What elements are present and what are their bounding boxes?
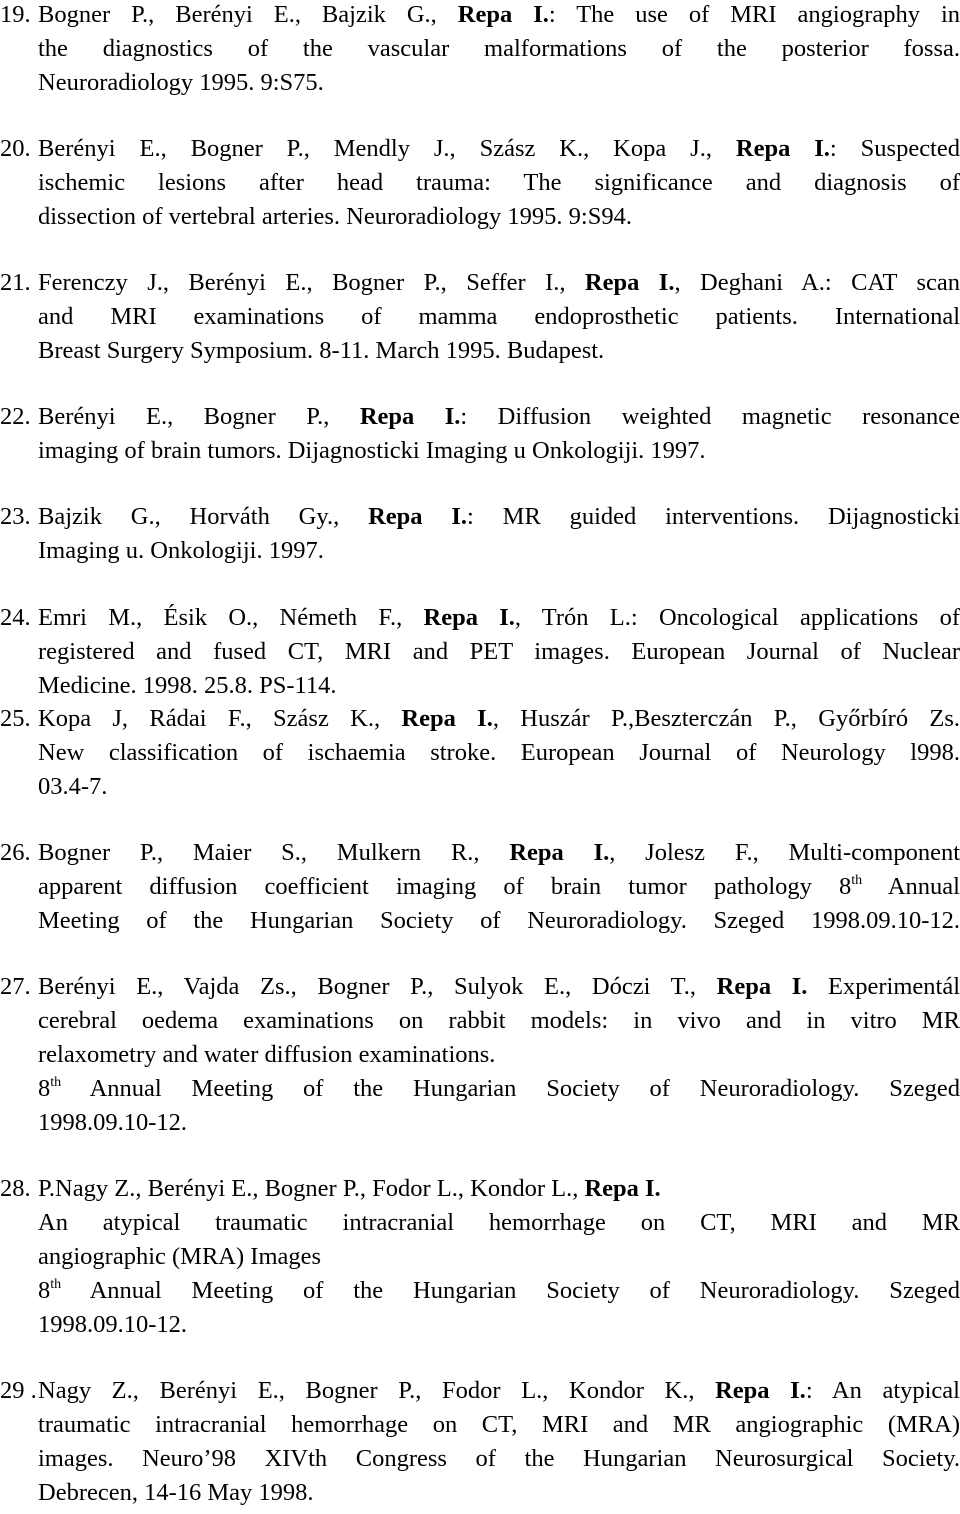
text-run: Breast Surgery Symposium. 8-11. March 1995. Budapest. [38,337,605,364]
reference-text [38,66,960,100]
reference-entry [0,970,960,1140]
reference-line [0,66,960,100]
text-run: Bogner P., Berényi E., Bajzik G., [38,1,458,28]
text-run: 1998.09.10-12. [38,1109,188,1136]
reference-line [0,266,960,300]
reference-line [0,334,960,368]
text-run: , Jolesz F., Multi-component [609,839,960,866]
text-run: An atypical traumatic intracranial hemorrhage on CT, MRI and MR [38,1209,960,1236]
text-run: the diagnostics of the vascular malformations of the posterior fossa. [38,35,960,62]
reference-number: 21. [0,269,31,296]
text-run: 8 [38,1277,51,1304]
text-run: Berényi E., Bogner P., Mendly J., Szász K., Kopa J., [38,135,736,162]
reference-text [38,736,960,770]
text-run: images. Neuro’98 XIVth Congress of the Hungarian Neurosurgical Society. [38,1445,960,1472]
author-highlight: Repa I. [359,403,461,430]
reference-text [38,1274,960,1308]
text-run: Experimentál [807,973,960,1000]
reference-text [38,500,960,534]
text-run: Medicine. 1998. 25.8. PS-114. [38,672,337,699]
text-run: ischemic lesions after head trauma: The significance and diagnosis of [38,169,960,196]
text-run: , Trón L.: Oncological applications of [514,604,960,631]
text-run: traumatic intracranial hemorrhage on CT, MRI and MR angiographic (MRA) [38,1411,960,1438]
reference-text [38,32,960,66]
reference-text [38,904,960,938]
reference-number: 20. [0,135,31,162]
reference-line [0,200,960,234]
text-run: : The use of MRI angiography in [548,1,960,28]
text-run: relaxometry and water diffusion examinations. [38,1041,496,1068]
reference-line [0,635,960,669]
reference-text [38,1106,960,1140]
superscript: th [50,1277,62,1292]
reference-line [0,534,960,568]
text-run: dissection of vertebral arteries. Neuroradiology 1995. 9:S94. [38,203,632,230]
author-highlight: Repa I. [715,1377,806,1404]
author-highlight: Repa I. [716,973,808,1000]
superscript: th [851,873,863,888]
reference-number: 26. [0,839,31,866]
text-run: Neuroradiology 1995. 9:S75. [38,69,324,96]
text-run: : MR guided interventions. Dijagnosticki [467,503,960,530]
text-run: registered and fused CT, MRI and PET images. European Journal of Nuclear [38,638,960,665]
text-run: : Suspected [829,135,960,162]
reference-number: 19. [0,1,31,28]
text-run: Bogner P., Maier S., Mulkern R., [38,839,510,866]
reference-text [38,132,960,166]
reference-text [38,166,960,200]
reference-text [38,1004,960,1038]
text-run: Debrecen, 14-16 May 1998. [38,1479,314,1506]
text-run: Emri M., Ésik O., Németh F., [38,604,424,631]
reference-text [38,334,960,368]
reference-text [38,1308,960,1342]
reference-text [38,434,960,468]
reference-line [0,1106,960,1140]
reference-line [0,1374,960,1408]
reference-line [0,1274,960,1308]
reference-number: 27. [0,973,31,1000]
text-run: Annual Meeting of the Hungarian Society of Neuroradiology. Szeged [61,1277,960,1304]
reference-text [38,1374,960,1408]
text-run: Nagy Z., Berényi E., Bogner P., Fodor L., Kondor K., [38,1377,716,1404]
reference-text [38,836,960,870]
author-highlight: Repa I. [401,705,493,732]
reference-text [38,702,960,736]
reference-line [0,1442,960,1476]
reference-text [38,400,960,434]
text-run: imaging of brain tumors. Dijagnosticki Imaging u Onkologiji. 1997. [38,437,706,464]
text-run: 1998.09.10-12. [38,1311,188,1338]
text-run: Bajzik G., Horváth Gy., [38,503,369,530]
reference-line [0,1004,960,1038]
reference-line [0,166,960,200]
reference-line [0,970,960,1004]
author-highlight: Repa I. [584,269,675,296]
author-highlight: Repa I. [423,604,515,631]
text-run: New classification of ischaemia stroke. European Journal of Neurology l998. [38,739,960,766]
reference-line [0,870,960,904]
reference-text [38,870,960,904]
author-highlight: Repa I. [457,1,549,28]
reference-line [0,500,960,534]
text-run: 8 [38,1075,51,1102]
reference-line [0,1240,960,1274]
text-run: 03.4-7. [38,773,108,800]
reference-line [0,434,960,468]
reference-line [0,601,960,635]
text-run: Kopa J, Rádai F., Szász K., [38,705,402,732]
reference-entry [0,0,960,100]
reference-line [0,736,960,770]
author-highlight: Repa I. [584,1175,661,1202]
text-run: Annual [862,873,960,900]
text-run: P.Nagy Z., Berényi E., Bogner P., Fodor L., Kondor L., [38,1175,585,1202]
reference-text [38,534,960,568]
reference-number: 25. [0,705,31,732]
author-highlight: Repa I. [509,839,610,866]
text-run: , Deghani A.: CAT scan [674,269,960,296]
reference-text [38,1206,960,1240]
reference-line [0,904,960,938]
text-run: Imaging u. Onkologiji. 1997. [38,537,324,564]
reference-line [0,1308,960,1342]
text-run: : An atypical [805,1377,960,1404]
reference-line [0,32,960,66]
reference-text [38,1442,960,1476]
reference-line [0,1408,960,1442]
reference-entry [0,400,960,468]
text-run: : Diffusion weighted magnetic resonance [460,403,960,430]
reference-line [0,132,960,166]
text-run: Meeting of the Hungarian Society of Neuroradiology. Szeged 1998.09.10-12. [38,907,960,934]
reference-line [0,836,960,870]
reference-text [38,1038,960,1072]
reference-number: 24. [0,604,31,631]
reference-line [0,400,960,434]
superscript: th [50,1075,62,1090]
reference-entry [0,500,960,568]
reference-number: 29 . [0,1377,37,1404]
reference-number: 23. [0,503,31,530]
reference-text [38,200,960,234]
reference-entry [0,266,960,368]
reference-number: 28. [0,1175,31,1202]
reference-text [38,970,960,1004]
reference-entry [0,702,960,804]
reference-line [0,702,960,736]
reference-line [0,300,960,334]
text-run: Annual Meeting of the Hungarian Society of Neuroradiology. Szeged [61,1075,960,1102]
reference-text [38,635,960,669]
reference-text [38,770,960,804]
reference-text [38,1240,960,1274]
reference-entry [0,601,960,703]
text-run: Berényi E., Bogner P., [38,403,360,430]
reference-text [38,0,960,32]
reference-entry [0,132,960,234]
reference-entry [0,836,960,938]
text-run: angiographic (MRA) Images [38,1243,322,1270]
reference-line [0,669,960,703]
reference-text [38,601,960,635]
reference-line [0,1206,960,1240]
reference-entry [0,1172,960,1342]
text-run: apparent diffusion coefficient imaging of brain tumor pathology 8 [38,873,852,900]
reference-text [38,266,960,300]
reference-line [0,0,960,32]
reference-text [38,1408,960,1442]
text-run: Ferenczy J., Berényi E., Bogner P., Seffer I., [38,269,585,296]
reference-line [0,770,960,804]
text-run: and MRI examinations of mamma endoprosthetic patients. International [38,303,960,330]
reference-text [38,300,960,334]
reference-entry [0,1374,960,1510]
reference-line [0,1476,960,1510]
reference-text [38,1476,960,1510]
reference-text [38,669,960,703]
author-highlight: Repa I. [368,503,468,530]
reference-text [38,1172,960,1206]
text-run: cerebral oedema examinations on rabbit models: in vivo and in vitro MR [38,1007,960,1034]
reference-line [0,1038,960,1072]
text-run: , Huszár P.,Beszterczán P., Győrbíró Zs. [492,705,960,732]
reference-line [0,1072,960,1106]
reference-line [0,1172,960,1206]
author-highlight: Repa I. [735,135,830,162]
text-run: Berényi E., Vajda Zs., Bogner P., Sulyok E., Dóczi T., [38,973,717,1000]
reference-number: 22. [0,403,31,430]
reference-text [38,1072,960,1106]
